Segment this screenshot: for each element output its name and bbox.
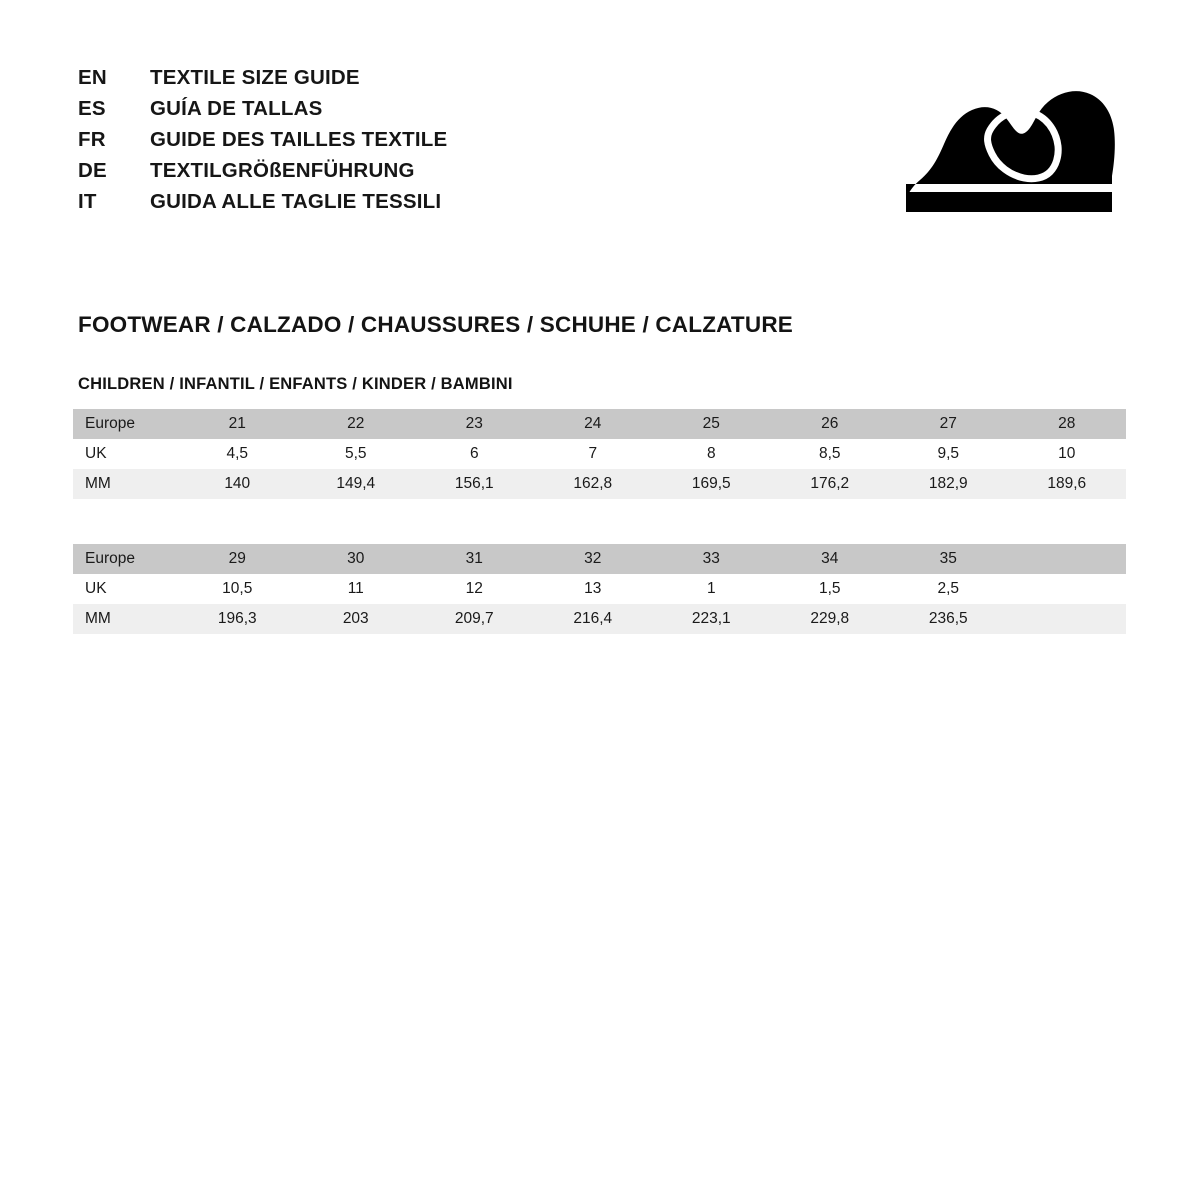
table-cell: 6 <box>415 439 534 469</box>
table-cell: 203 <box>297 604 416 634</box>
table-cell: 25 <box>652 409 771 439</box>
table-cell: 229,8 <box>771 604 890 634</box>
table-cell: 24 <box>534 409 653 439</box>
language-title: GUIDA ALLE TAGLIE TESSILI <box>150 190 442 213</box>
size-table-children-1 <box>73 409 1126 499</box>
table-cell: 27 <box>889 409 1008 439</box>
table-cell: 7 <box>534 439 653 469</box>
table-cell-empty <box>1008 604 1127 634</box>
table-cell: 223,1 <box>652 604 771 634</box>
sneaker-shoe-icon <box>898 72 1128 232</box>
table-cell: 23 <box>415 409 534 439</box>
table-cell: 196,3 <box>178 604 297 634</box>
table-cell: 176,2 <box>771 469 890 499</box>
table-cell: 209,7 <box>415 604 534 634</box>
table-row <box>73 604 1126 634</box>
language-title: GUIDE DES TAILLES TEXTILE <box>150 128 448 151</box>
table-cell: 28 <box>1008 409 1127 439</box>
table-cell: 29 <box>178 544 297 574</box>
table-cell: 22 <box>297 409 416 439</box>
table-cell: 5,5 <box>297 439 416 469</box>
table-cell: 30 <box>297 544 416 574</box>
table-cell: 149,4 <box>297 469 416 499</box>
table-cell: 8,5 <box>771 439 890 469</box>
table-cell: 34 <box>771 544 890 574</box>
table-cell: 2,5 <box>889 574 1008 604</box>
row-label: Europe <box>73 409 178 439</box>
table-cell: 1,5 <box>771 574 890 604</box>
language-code: DE <box>78 159 107 182</box>
table-cell: 156,1 <box>415 469 534 499</box>
language-title: TEXTILGRÖßENFÜHRUNG <box>150 159 415 182</box>
language-code: EN <box>78 66 107 89</box>
table-cell: 140 <box>178 469 297 499</box>
table-cell: 32 <box>534 544 653 574</box>
table-cell: 13 <box>534 574 653 604</box>
size-table-children-2 <box>73 544 1126 634</box>
row-label: Europe <box>73 544 178 574</box>
language-code: FR <box>78 128 106 151</box>
row-label: UK <box>73 439 178 469</box>
table-cell: 31 <box>415 544 534 574</box>
section-title: FOOTWEAR / CALZADO / CHAUSSURES / SCHUHE / CALZATURE <box>78 312 793 337</box>
table-cell: 35 <box>889 544 1008 574</box>
table-row <box>73 409 1126 439</box>
table-cell: 1 <box>652 574 771 604</box>
table-cell: 10,5 <box>178 574 297 604</box>
table-cell: 10 <box>1008 439 1127 469</box>
table-cell: 26 <box>771 409 890 439</box>
table-cell: 162,8 <box>534 469 653 499</box>
table-row <box>73 574 1126 604</box>
table-cell: 12 <box>415 574 534 604</box>
table-cell: 216,4 <box>534 604 653 634</box>
language-code: IT <box>78 190 97 213</box>
language-title: TEXTILE SIZE GUIDE <box>150 66 360 89</box>
table-row <box>73 469 1126 499</box>
row-label: MM <box>73 604 178 634</box>
language-title: GUÍA DE TALLAS <box>150 97 323 120</box>
row-label: MM <box>73 469 178 499</box>
table-cell: 21 <box>178 409 297 439</box>
table-row <box>73 439 1126 469</box>
table-cell: 182,9 <box>889 469 1008 499</box>
table-cell: 8 <box>652 439 771 469</box>
table-cell: 33 <box>652 544 771 574</box>
table-cell-empty <box>1008 544 1127 574</box>
table-cell: 189,6 <box>1008 469 1127 499</box>
table-row <box>73 544 1126 574</box>
table-cell: 4,5 <box>178 439 297 469</box>
table-cell: 11 <box>297 574 416 604</box>
table-cell: 169,5 <box>652 469 771 499</box>
table-cell: 236,5 <box>889 604 1008 634</box>
row-label: UK <box>73 574 178 604</box>
language-code: ES <box>78 97 106 120</box>
table-cell: 9,5 <box>889 439 1008 469</box>
table-cell-empty <box>1008 574 1127 604</box>
section-subtitle: CHILDREN / INFANTIL / ENFANTS / KINDER / BAMBINI <box>78 375 513 393</box>
